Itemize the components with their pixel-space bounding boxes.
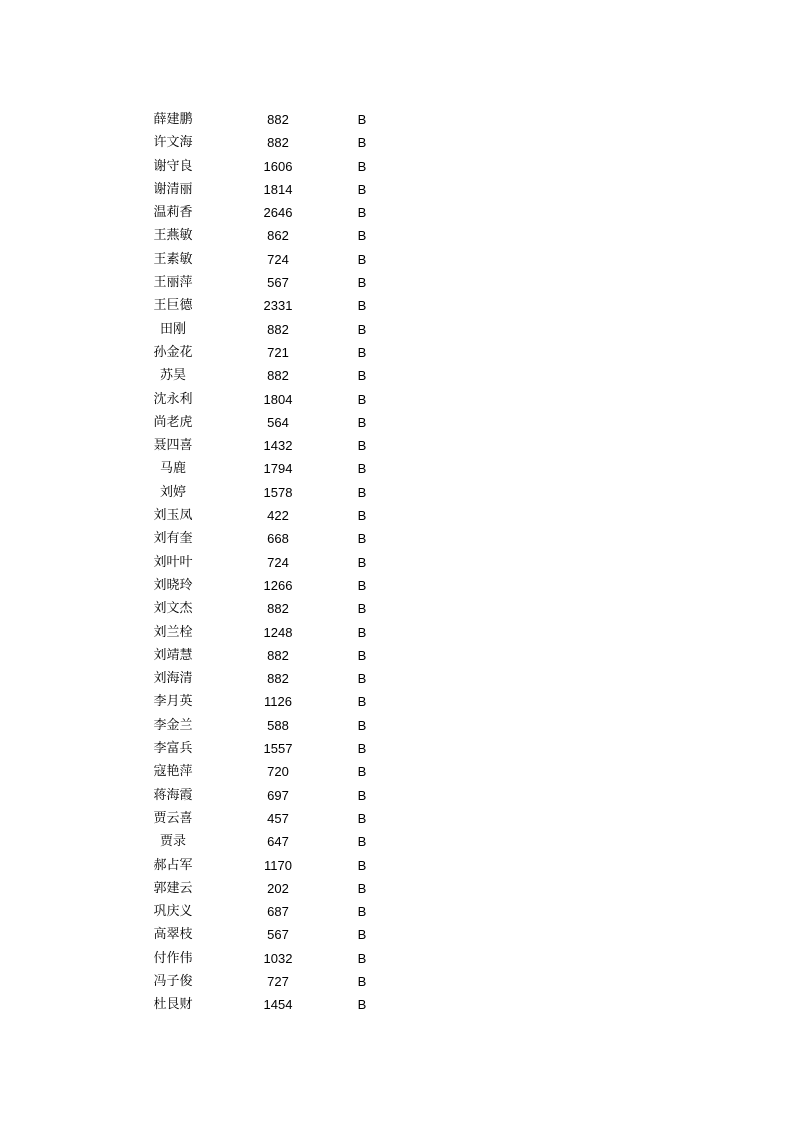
person-name-cell: 李富兵: [153, 741, 193, 757]
amount-cell: 882: [267, 647, 289, 663]
table-row: [0, 248, 793, 271]
grade-cell: B: [357, 624, 367, 640]
amount-cell: 882: [267, 368, 289, 384]
grade-cell: B: [357, 414, 367, 430]
table-row: [0, 993, 793, 1016]
table-row: [0, 877, 793, 900]
amount-cell: 647: [267, 834, 289, 850]
grade-cell: B: [357, 438, 367, 454]
person-name-cell: 苏昊: [159, 368, 186, 384]
table-row: [0, 574, 793, 597]
table-row: [0, 667, 793, 690]
amount-cell: 1578: [263, 484, 293, 500]
grade-cell: B: [357, 508, 367, 524]
person-name-cell: 田刚: [159, 321, 186, 337]
data-table: [0, 108, 793, 1017]
table-row: [0, 690, 793, 713]
table-row: [0, 621, 793, 644]
table-row: [0, 155, 793, 178]
amount-cell: 1454: [263, 997, 293, 1013]
table-row: [0, 830, 793, 853]
person-name-cell: 王巨德: [153, 298, 193, 314]
grade-cell: B: [357, 880, 367, 896]
person-name-cell: 王素敏: [153, 251, 193, 267]
table-row: [0, 947, 793, 970]
amount-cell: 882: [267, 671, 289, 687]
amount-cell: 724: [267, 251, 289, 267]
person-name-cell: 刘海清: [153, 671, 193, 687]
person-name-cell: 聂四喜: [153, 438, 193, 454]
table-row: [0, 970, 793, 993]
table-row: [0, 504, 793, 527]
amount-cell: 882: [267, 135, 289, 151]
person-name-cell: 杜艮财: [153, 997, 193, 1013]
person-name-cell: 刘晓玲: [153, 577, 193, 593]
grade-cell: B: [357, 810, 367, 826]
grade-cell: B: [357, 205, 367, 221]
grade-cell: B: [357, 484, 367, 500]
person-name-cell: 王丽萍: [153, 275, 193, 291]
table-row: [0, 527, 793, 550]
person-name-cell: 刘兰栓: [153, 624, 193, 640]
amount-cell: 1432: [263, 438, 293, 454]
table-row: [0, 224, 793, 247]
person-name-cell: 沈永利: [153, 391, 193, 407]
table-row: [0, 271, 793, 294]
amount-cell: 1557: [263, 741, 293, 757]
person-name-cell: 谢清丽: [153, 181, 193, 197]
person-name-cell: 尚老虎: [153, 414, 193, 430]
amount-cell: 720: [267, 764, 289, 780]
person-name-cell: 付作伟: [153, 950, 193, 966]
amount-cell: 567: [267, 927, 289, 943]
amount-cell: 2331: [263, 298, 293, 314]
amount-cell: 1170: [264, 857, 292, 873]
amount-cell: 882: [267, 112, 289, 127]
amount-cell: 668: [267, 531, 289, 547]
person-name-cell: 蒋海霞: [153, 787, 193, 803]
person-name-cell: 刘叶叶: [153, 554, 193, 570]
person-name-cell: 刘婷: [159, 484, 186, 500]
amount-cell: 588: [267, 717, 289, 733]
table-row: [0, 760, 793, 783]
grade-cell: B: [357, 251, 367, 267]
grade-cell: B: [357, 671, 367, 687]
amount-cell: 1814: [263, 181, 293, 197]
person-name-cell: 贾录: [159, 834, 186, 850]
amount-cell: 1606: [263, 158, 293, 174]
table-row: [0, 807, 793, 830]
person-name-cell: 薛建鹏: [153, 112, 193, 127]
grade-cell: B: [357, 647, 367, 663]
person-name-cell: 李金兰: [153, 717, 193, 733]
grade-cell: B: [357, 834, 367, 850]
person-name-cell: 孙金花: [153, 344, 193, 360]
grade-cell: B: [357, 950, 367, 966]
table-row: [0, 481, 793, 504]
table-row: [0, 900, 793, 923]
amount-cell: 1266: [263, 577, 293, 593]
amount-cell: 457: [267, 810, 289, 826]
table-row: [0, 364, 793, 387]
amount-cell: 567: [267, 275, 289, 291]
amount-cell: 202: [267, 880, 289, 896]
grade-cell: B: [357, 694, 367, 710]
amount-cell: 1794: [263, 461, 293, 477]
grade-cell: B: [357, 857, 367, 873]
person-name-cell: 寇艳萍: [153, 764, 193, 780]
amount-cell: 882: [267, 321, 289, 337]
amount-cell: 1804: [263, 391, 293, 407]
amount-cell: 1032: [263, 950, 293, 966]
amount-cell: 862: [267, 228, 289, 244]
person-name-cell: 刘靖慧: [153, 647, 193, 663]
grade-cell: B: [357, 391, 367, 407]
amount-cell: 727: [267, 973, 289, 989]
table-row: [0, 457, 793, 480]
grade-cell: B: [357, 717, 367, 733]
person-name-cell: 高翠枝: [153, 927, 193, 943]
grade-cell: B: [357, 321, 367, 337]
grade-cell: B: [357, 973, 367, 989]
table-row: [0, 737, 793, 760]
grade-cell: B: [357, 601, 367, 617]
person-name-cell: 郭建云: [153, 880, 193, 896]
grade-cell: B: [357, 112, 367, 127]
grade-cell: B: [357, 741, 367, 757]
table-row: [0, 854, 793, 877]
table-row: [0, 178, 793, 201]
person-name-cell: 刘有奎: [153, 531, 193, 547]
grade-cell: B: [357, 787, 367, 803]
grade-cell: B: [357, 158, 367, 174]
grade-cell: B: [357, 997, 367, 1013]
table-row: [0, 318, 793, 341]
person-name-cell: 刘玉凤: [153, 508, 193, 524]
person-name-cell: 马鹿: [159, 461, 186, 477]
amount-cell: 697: [267, 787, 289, 803]
table-row: [0, 551, 793, 574]
amount-cell: 721: [267, 344, 289, 360]
person-name-cell: 冯子俊: [153, 973, 193, 989]
person-name-cell: 谢守良: [153, 158, 193, 174]
person-name-cell: 贾云喜: [153, 810, 193, 826]
grade-cell: B: [357, 344, 367, 360]
grade-cell: B: [357, 554, 367, 570]
table-row: [0, 108, 793, 131]
table-row: [0, 784, 793, 807]
amount-cell: 422: [267, 508, 289, 524]
grade-cell: B: [357, 577, 367, 593]
table-row: [0, 341, 793, 364]
amount-cell: 564: [267, 414, 289, 430]
table-row: [0, 644, 793, 667]
table-row: [0, 201, 793, 224]
amount-cell: 1126: [264, 694, 292, 710]
grade-cell: B: [357, 135, 367, 151]
grade-cell: B: [357, 181, 367, 197]
amount-cell: 882: [267, 601, 289, 617]
table-row: [0, 714, 793, 737]
grade-cell: B: [357, 531, 367, 547]
person-name-cell: 王燕敏: [153, 228, 193, 244]
amount-cell: 1248: [263, 624, 293, 640]
table-row: [0, 294, 793, 317]
grade-cell: B: [357, 368, 367, 384]
amount-cell: 687: [267, 904, 289, 920]
table-row: [0, 923, 793, 946]
table-row: [0, 434, 793, 457]
person-name-cell: 温莉香: [153, 205, 193, 221]
table-row: [0, 597, 793, 620]
grade-cell: B: [357, 904, 367, 920]
table-row: [0, 388, 793, 411]
grade-cell: B: [357, 461, 367, 477]
person-name-cell: 刘文杰: [153, 601, 193, 617]
grade-cell: B: [357, 764, 367, 780]
person-name-cell: 许文海: [153, 135, 193, 151]
grade-cell: B: [357, 298, 367, 314]
person-name-cell: 巩庆义: [153, 904, 193, 920]
grade-cell: B: [357, 228, 367, 244]
grade-cell: B: [357, 927, 367, 943]
person-name-cell: 李月英: [153, 694, 193, 710]
person-name-cell: 郝占军: [153, 857, 193, 873]
table-row: [0, 131, 793, 154]
amount-cell: 724: [267, 554, 289, 570]
table-row: [0, 411, 793, 434]
grade-cell: B: [357, 275, 367, 291]
amount-cell: 2646: [263, 205, 293, 221]
